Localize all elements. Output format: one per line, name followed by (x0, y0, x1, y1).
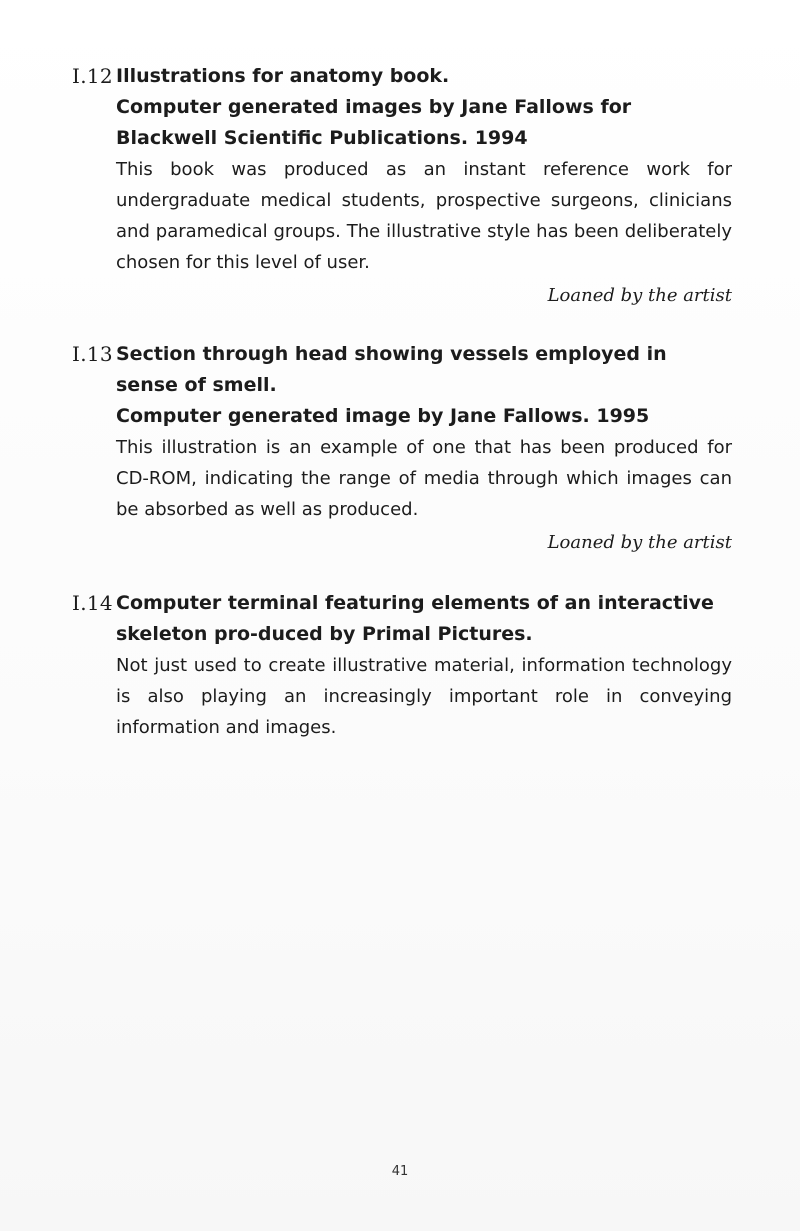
entry-description: This book was produced as an instant reference work for undergraduate medical students, prospective surgeons, clinicians and paramedical groups. The illustrative style has been deliberately chosen for this level of user. (116, 159, 732, 273)
entry-number: I.12 (72, 64, 113, 88)
catalogue-entry-i12 (72, 61, 732, 311)
entry-title: Computer terminal featuring elements of an interactive skeleton pro-duced by Primal Pictures. (116, 592, 714, 645)
entry-number: I.13 (72, 342, 113, 366)
entry-credit: Computer generated images by Jane Fallows for Blackwell Scientific Publications. 1994 (116, 96, 632, 149)
entry-title: Section through head showing vessels employed in sense of smell. (116, 343, 667, 396)
catalogue-entry-i14 (72, 588, 732, 743)
entry-number: I.14 (72, 591, 113, 615)
entry-body (116, 339, 732, 558)
entry-body (116, 588, 732, 743)
entry-loan-note: Loaned by the artist (547, 285, 732, 306)
entry-description: This illustration is an example of one that has been produced for CD-ROM, indicating the range of media through which images can be absorbed as well as produced. (116, 437, 732, 520)
entry-title: Illustrations for anatomy book. (116, 65, 450, 87)
page-number: 41 (391, 1164, 409, 1179)
entry-body (116, 61, 732, 311)
entry-loan-note: Loaned by the artist (547, 532, 732, 553)
entry-description: Not just used to create illustrative material, information technology is also playing an increasingly important role in conveying information and images. (116, 655, 732, 738)
catalogue-entry-i13 (72, 339, 732, 558)
entry-credit: Computer generated image by Jane Fallows. 1995 (116, 405, 650, 427)
